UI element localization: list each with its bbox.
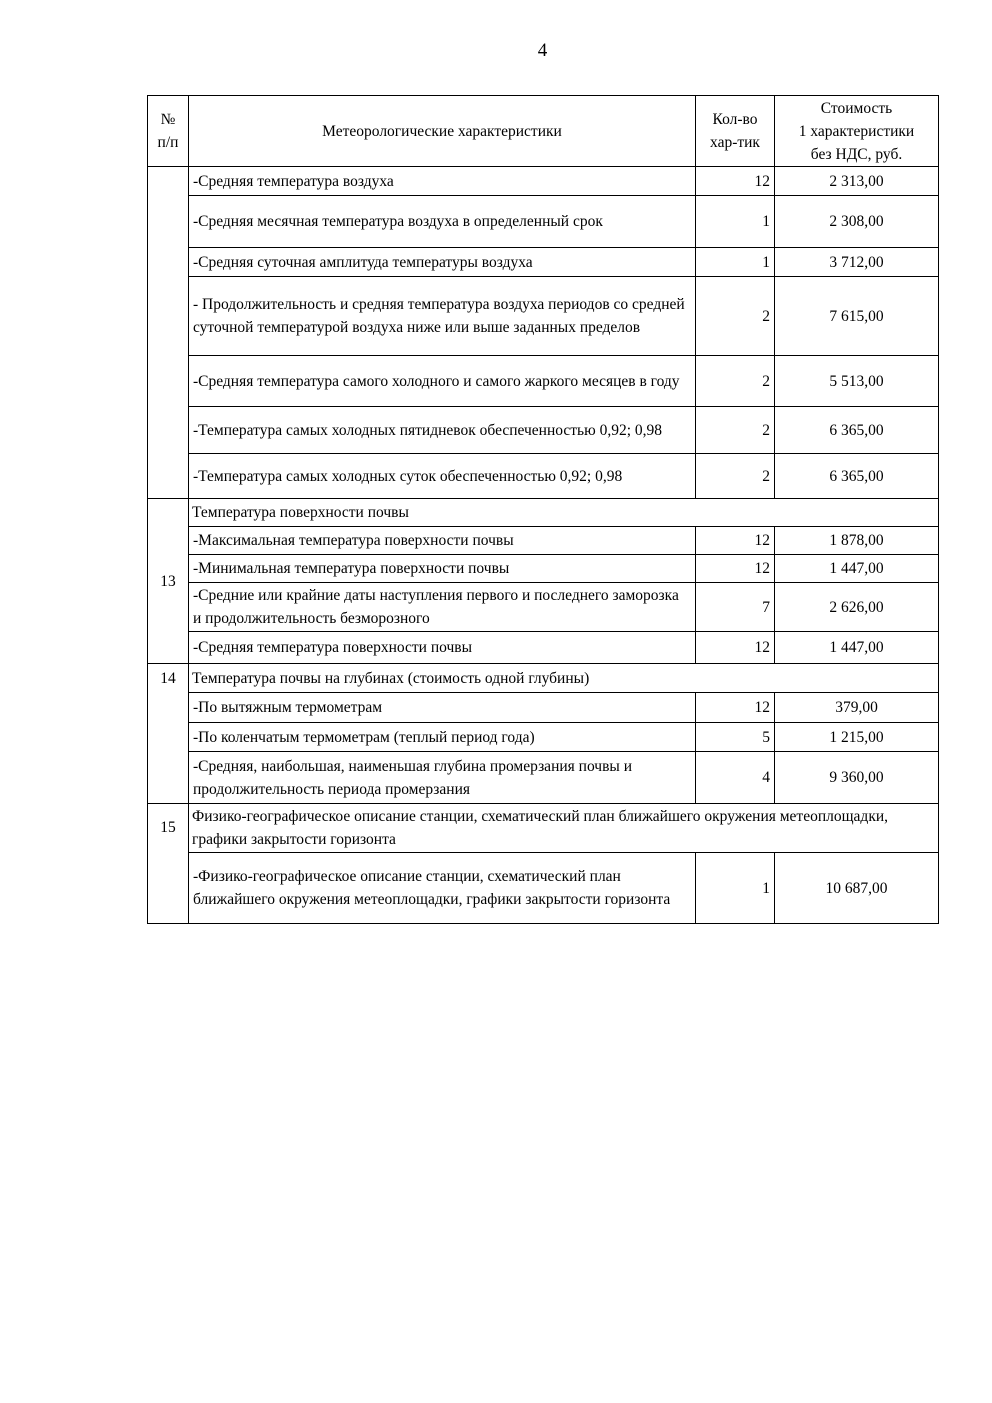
- section-title-15: Физико-географическое описание станции, схематический план ближайшего окружения метеоплощадки, графики закрытости горизонта: [189, 804, 939, 853]
- section-num-14: 14: [148, 664, 189, 804]
- section-title-row: [148, 804, 939, 853]
- row-cost: 2 626,00: [775, 583, 939, 632]
- row-qty: 2: [696, 454, 775, 499]
- row-name: -Средняя месячная температура воздуха в определенный срок: [189, 196, 696, 248]
- table-row: [148, 527, 939, 555]
- section-num-cell: [148, 167, 189, 499]
- row-cost: 5 513,00: [775, 356, 939, 407]
- row-cost: 2 313,00: [775, 167, 939, 196]
- header-num: [148, 96, 189, 167]
- header-cost: [775, 96, 939, 167]
- header-cost-line1: Стоимость: [820, 99, 893, 117]
- section-title-row: [148, 499, 939, 527]
- table-row: [148, 196, 939, 248]
- table-row: [148, 248, 939, 277]
- section-num-13: 13: [148, 499, 189, 664]
- section-num-15: 15: [148, 804, 189, 924]
- row-qty: 2: [696, 356, 775, 407]
- row-qty: 2: [696, 407, 775, 454]
- page-number: 4: [537, 40, 548, 61]
- row-cost: 1 878,00: [775, 527, 939, 555]
- header-qty-line1: Кол-во: [712, 111, 758, 128]
- row-qty: 12: [696, 167, 775, 196]
- row-qty: 1: [696, 196, 775, 248]
- row-cost: 379,00: [775, 693, 939, 723]
- row-cost: 2 308,00: [775, 196, 939, 248]
- row-qty: 2: [696, 277, 775, 356]
- header-qty: [696, 96, 775, 167]
- row-cost: 7 615,00: [775, 277, 939, 356]
- table-row: [148, 277, 939, 356]
- row-qty: 5: [696, 723, 775, 752]
- row-cost: 9 360,00: [775, 752, 939, 804]
- table-header-row: [148, 96, 939, 167]
- table-row: [148, 693, 939, 723]
- row-name: -Физико-географическое описание станции, схематический план ближайшего окружения метеоплощадки, графики закрытости горизонта: [189, 853, 696, 924]
- table-row: [148, 555, 939, 583]
- row-qty: 4: [696, 752, 775, 804]
- row-name: -Температура самых холодных пятидневок обеспеченностью 0,92; 0,98: [189, 407, 696, 454]
- row-name: -Средняя суточная амплитуда температуры воздуха: [189, 248, 696, 277]
- row-name: -Средняя температура поверхности почвы: [189, 632, 696, 664]
- row-name: -Средняя, наибольшая, наименьшая глубина промерзания почвы и продолжительность периода промерзания: [189, 752, 696, 804]
- row-name: -Средняя температура самого холодного и самого жаркого месяцев в году: [189, 356, 696, 407]
- row-cost: 3 712,00: [775, 248, 939, 277]
- row-cost: 1 215,00: [775, 723, 939, 752]
- header-cost-line2: 1 характеристики: [798, 122, 915, 140]
- row-cost: 1 447,00: [775, 632, 939, 664]
- meteo-characteristics-table: [147, 95, 939, 924]
- row-name: -Средние или крайние даты наступления первого и последнего заморозка и продолжительность безморозного: [189, 583, 696, 632]
- header-num-line1: №: [160, 111, 176, 128]
- table-row: [148, 632, 939, 664]
- header-qty-line2: хар-тик: [710, 134, 760, 151]
- table-row: [148, 723, 939, 752]
- row-qty: 1: [696, 853, 775, 924]
- row-qty: 7: [696, 583, 775, 632]
- table-row: [148, 752, 939, 804]
- row-qty: 12: [696, 555, 775, 583]
- row-qty: 12: [696, 693, 775, 723]
- row-name: -По вытяжным термометрам: [189, 693, 696, 723]
- row-name: -Температура самых холодных суток обеспеченностью 0,92; 0,98: [189, 454, 696, 499]
- row-cost: 6 365,00: [775, 454, 939, 499]
- header-name: Метеорологические характеристики: [189, 96, 696, 167]
- row-qty: 1: [696, 248, 775, 277]
- table-row: [148, 454, 939, 499]
- section-title-13: Температура поверхности почвы: [189, 499, 939, 527]
- row-name: -Минимальная температура поверхности почвы: [189, 555, 696, 583]
- row-name: -Средняя температура воздуха: [189, 167, 696, 196]
- header-num-line2: п/п: [157, 134, 179, 151]
- row-qty: 12: [696, 632, 775, 664]
- row-cost: 6 365,00: [775, 407, 939, 454]
- row-name: -По коленчатым термометрам (теплый период года): [189, 723, 696, 752]
- row-name: -Максимальная температура поверхности почвы: [189, 527, 696, 555]
- table-row: [148, 853, 939, 924]
- row-qty: 12: [696, 527, 775, 555]
- header-cost-line3: без НДС, руб.: [810, 145, 903, 163]
- table-row: [148, 583, 939, 632]
- table-row: [148, 356, 939, 407]
- section-title-row: [148, 664, 939, 693]
- section-title-14: Температура почвы на глубинах (стоимость одной глубины): [189, 664, 939, 693]
- table-row: [148, 167, 939, 196]
- table-row: [148, 407, 939, 454]
- row-name: - Продолжительность и средняя температура воздуха периодов со средней суточной температурой воздуха ниже или выше заданных пределов: [189, 277, 696, 356]
- row-cost: 1 447,00: [775, 555, 939, 583]
- row-cost: 10 687,00: [775, 853, 939, 924]
